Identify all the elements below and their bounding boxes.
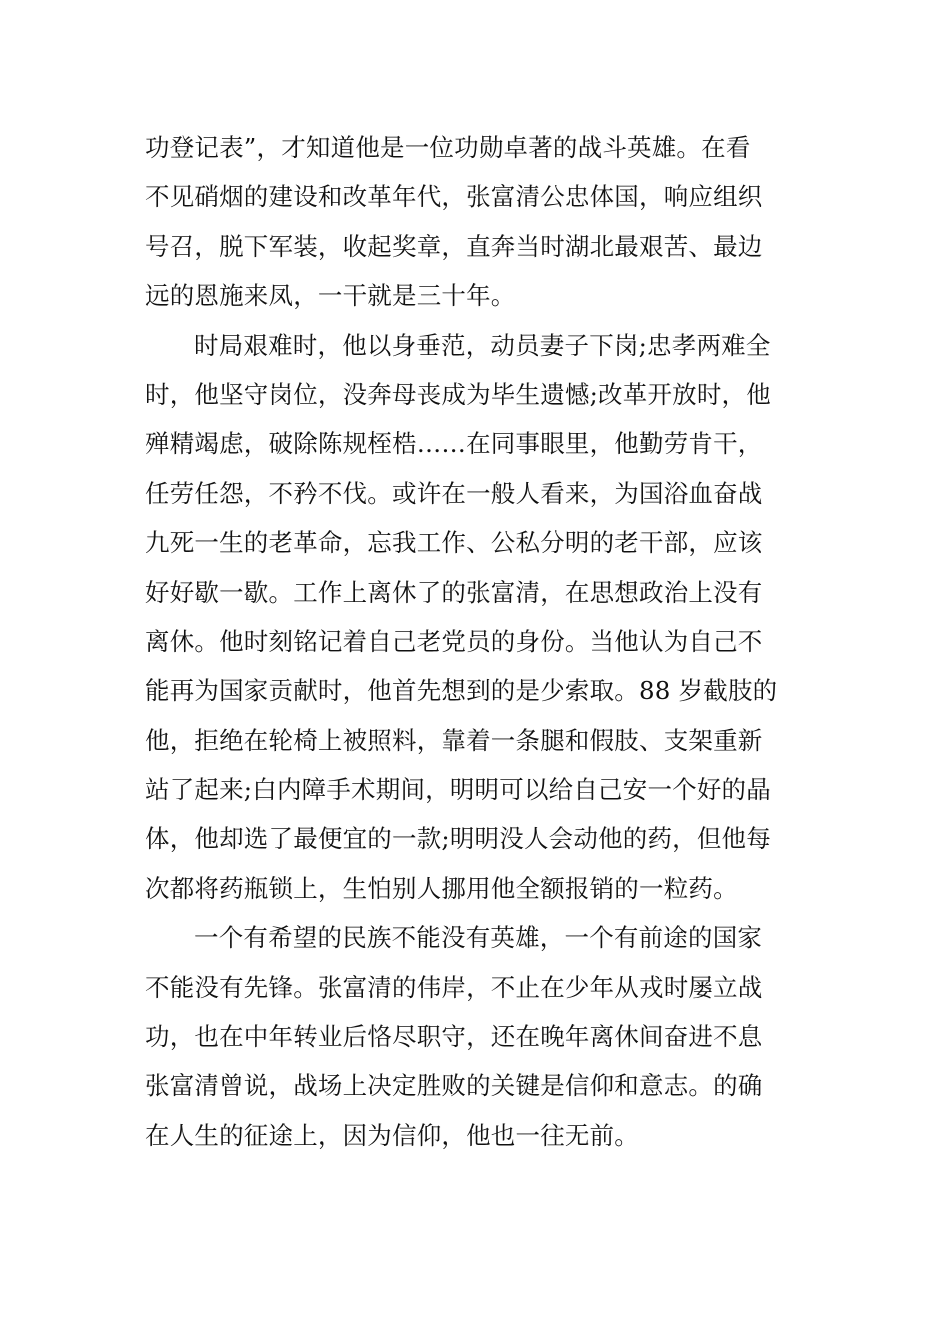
article-body xyxy=(145,123,810,1160)
text-line: 一个有希望的民族不能没有英雄，一个有前途的国家 xyxy=(194,923,763,953)
text-line: 在人生的征途上，因为信仰，他也一往无前。 xyxy=(145,1120,639,1150)
text-line: 时局艰难时，他以身垂范，动员妻子下岗;忠孝两难全 xyxy=(194,330,771,360)
text-line: 不能没有先锋。张富清的伟岸，不止在少年从戎时屡立战 xyxy=(145,972,763,1002)
text-line: 九死一生的老革命，忘我工作、公私分明的老干部，应该 xyxy=(145,528,763,558)
text-line: 殚精竭虑，破除陈规桎梏……在同事眼里，他勤劳肯干， xyxy=(145,429,763,459)
text-line: 他，拒绝在轮椅上被照料，靠着一条腿和假肢、支架重新 xyxy=(145,725,763,755)
text-line: 站了起来;白内障手术期间，明明可以给自己安一个好的晶 xyxy=(145,775,771,805)
paragraph-2 xyxy=(145,321,810,914)
text-line: 次都将药瓶锁上，生怕别人挪用他全额报销的一粒药。 xyxy=(145,873,738,903)
text-line: 离休。他时刻铭记着自己老党员的身份。当他认为自己不 xyxy=(145,626,763,656)
text-line: 时，他坚守岗位，没奔母丧成为毕生遗憾;改革开放时，他 xyxy=(145,379,771,409)
text-line: 不见硝烟的建设和改革年代，张富清公忠体国，响应组织 xyxy=(145,182,763,212)
text-line: 体，他却选了最便宜的一款;明明没人会动他的药，但他每 xyxy=(145,824,771,854)
text-line: 能再为国家贡献时，他首先想到的是少索取。88 岁截肢的 xyxy=(145,676,778,706)
text-line: 号召，脱下军装，收起奖章，直奔当时湖北最艰苦、最边 xyxy=(145,231,763,261)
text-line: 远的恩施来凤，一干就是三十年。 xyxy=(145,281,516,311)
text-line: 功登记表”，才知道他是一位功勋卓著的战斗英雄。在看 xyxy=(145,133,751,162)
text-line: 张富清曾说，战场上决定胜败的关键是信仰和意志。的确 xyxy=(145,1071,763,1101)
text-line: 好好歇一歇。工作上离休了的张富清，在思想政治上没有 xyxy=(145,577,763,607)
paragraph-3 xyxy=(145,913,810,1160)
paragraph-1 xyxy=(145,123,810,321)
text-line: 任劳任怨，不矜不伐。或许在一般人看来，为国浴血奋战 xyxy=(145,478,763,508)
text-line: 功，也在中年转业后恪尽职守，还在晚年离休间奋进不息 xyxy=(145,1022,763,1052)
